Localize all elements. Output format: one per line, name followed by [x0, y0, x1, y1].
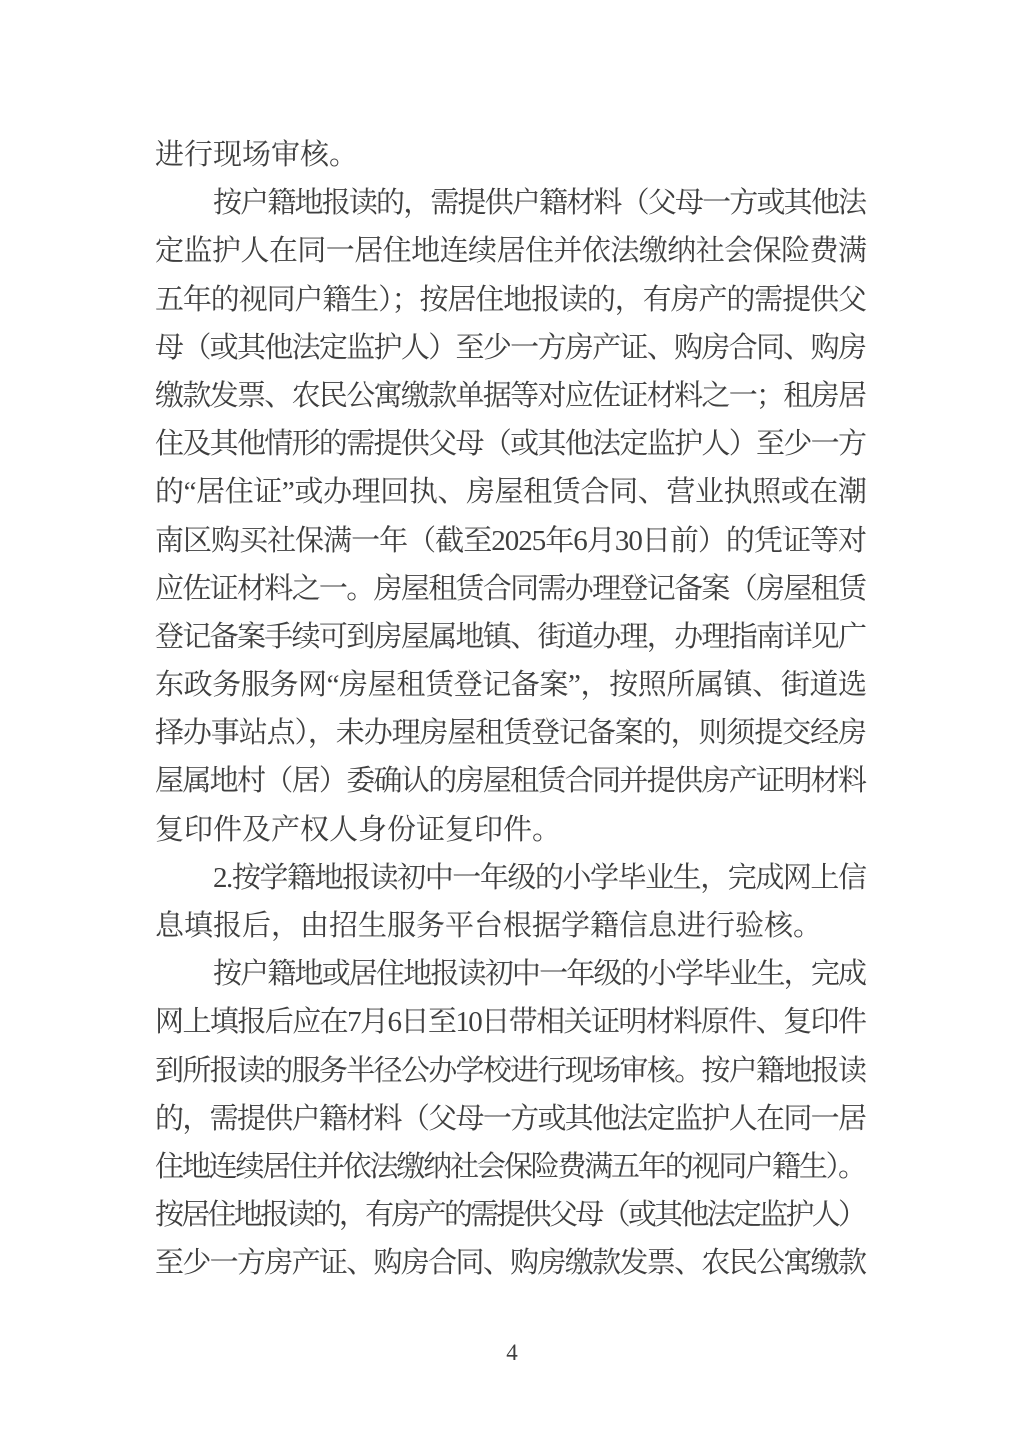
text-line-content: 至少一方房产证、购房合同、购房缴款发票、农民公寓缴款 — [155, 1247, 866, 1280]
text-line-content: 缴款发票、农民公寓缴款单据等对应佐证材料之一；租房居 — [155, 379, 866, 412]
text-line — [155, 565, 867, 613]
text-line — [155, 468, 867, 516]
text-line-content: 母（或其他法定监护人）至少一方房产证、购房合同、购房 — [155, 331, 866, 364]
text-line-content: 复印件及产权人身份证复印件。 — [155, 813, 562, 846]
text-line — [155, 276, 867, 324]
text-line-content: 登记备案手续可到房屋属地镇、街道办理，办理指南详见广 — [155, 620, 866, 653]
text-line — [155, 1143, 867, 1191]
text-line-content: 五年的视同户籍生）；按居住地报读的，有房产的需提供父 — [155, 283, 866, 316]
text-line — [155, 420, 867, 468]
text-line-content: 择办事站点），未办理房屋租赁登记备案的，则须提交经房 — [155, 717, 866, 750]
text-line-content: 按户籍地报读的，需提供户籍材料（父母一方或其他法 — [213, 187, 866, 220]
text-line — [155, 902, 867, 950]
text-line-content: 的“居住证”或办理回执、房屋租赁合同、营业执照或在潮 — [155, 476, 867, 509]
text-line-content: 进行现场审核。 — [155, 139, 359, 171]
document-body-text — [155, 131, 867, 1288]
page-number: 4 — [506, 1340, 518, 1365]
text-line-content: 2.按学籍地报读初中一年级的小学毕业生，完成网上信 — [213, 861, 866, 894]
text-line — [155, 1095, 867, 1143]
text-line — [155, 1191, 867, 1239]
text-line — [155, 950, 867, 998]
text-line — [155, 854, 867, 902]
text-line — [155, 372, 867, 420]
text-line-content: 按居住地报读的，有房产的需提供父母（或其他法定监护人） — [155, 1199, 865, 1232]
text-line — [155, 613, 867, 661]
text-line-content: 屋属地村（居）委确认的房屋租赁合同并提供房产证明材料 — [155, 765, 866, 798]
text-line — [155, 806, 867, 854]
text-line-content: 住及其他情形的需提供父母（或其他法定监护人）至少一方 — [155, 428, 866, 461]
text-line — [155, 661, 867, 709]
text-line — [155, 227, 867, 275]
text-line — [155, 709, 867, 757]
text-line-content: 到所报读的服务半径公办学校进行现场审核。按户籍地报读 — [155, 1054, 866, 1087]
text-line-content: 息填报后，由招生服务平台根据学籍信息进行验核。 — [155, 910, 823, 942]
text-line-content: 的，需提供户籍材料（父母一方或其他法定监护人在同一居 — [155, 1102, 866, 1135]
text-line — [155, 1047, 867, 1095]
text-line-content: 住地连续居住并依法缴纳社会保险费满五年的视同户籍生）。 — [155, 1150, 865, 1183]
text-line — [155, 324, 867, 372]
text-line — [155, 179, 867, 227]
text-line — [155, 998, 867, 1046]
text-line-content: 定监护人在同一居住地连续居住并依法缴纳社会保险费满 — [155, 235, 867, 268]
text-line-content: 南区购买社保满一年（截至2025年6月30日前）的凭证等对 — [155, 524, 867, 557]
text-line — [155, 517, 867, 565]
text-line-content: 应佐证材料之一。房屋租赁合同需办理登记备案（房屋租赁 — [155, 572, 866, 605]
text-line — [155, 1239, 867, 1287]
text-line-content: 网上填报后应在7月6日至10日带相关证明材料原件、复印件 — [155, 1006, 866, 1039]
text-line — [155, 757, 867, 805]
text-line-content: 东政务服务网“房屋租赁登记备案”，按照所属镇、街道选 — [155, 669, 867, 702]
text-line — [155, 131, 867, 179]
text-line-content: 按户籍地或居住地报读初中一年级的小学毕业生，完成 — [213, 958, 866, 991]
